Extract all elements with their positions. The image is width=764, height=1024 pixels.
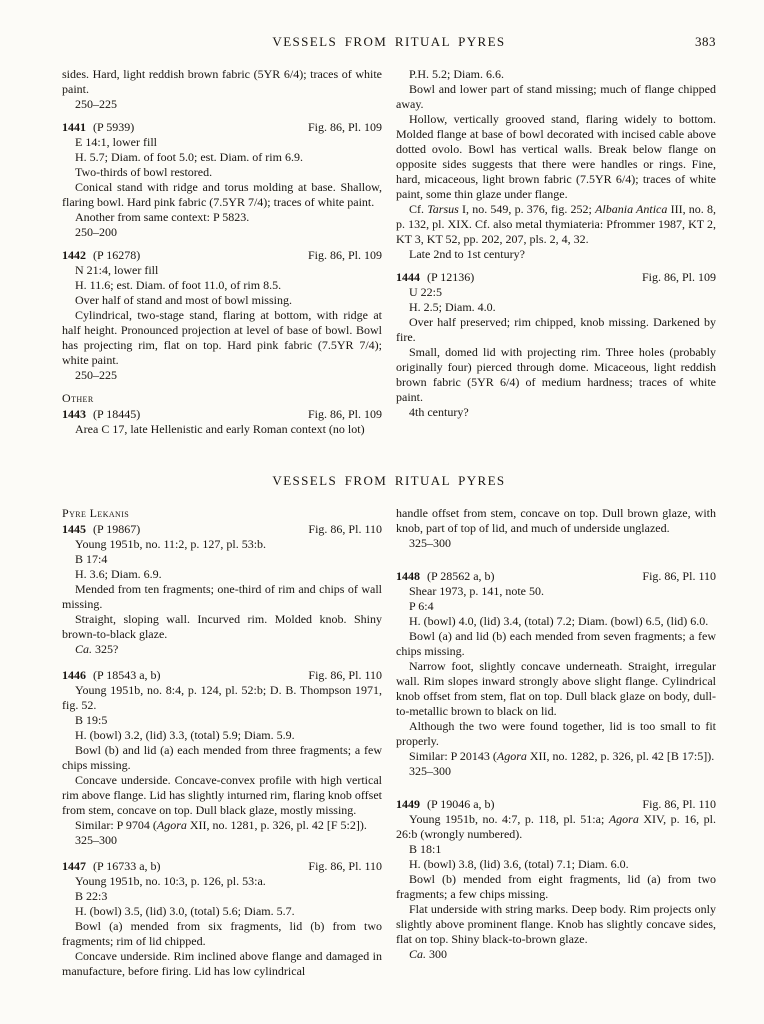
entry-id (62, 522, 140, 537)
paragraph: Cf. Tarsus I, no. 549, p. 376, fig. 252; Albania Antica III, no. 8, p. 132, pl. XIX. Cf. also metal thymiateria: Pfrommer 1987, KT 2, KT 3, KT 52, pp. 202, 207, pls. 2, 4, 32. (396, 202, 716, 246)
top-right-column (396, 67, 716, 437)
paragraph: Mended from ten fragments; one-third of rim and chips of wall missing. (62, 582, 382, 611)
paragraph: Narrow foot, slightly concave underneath. Straight, irregular wall. Rim slopes inward strongly above slight flange. Cylindrical knob offset from stem, flat on top. Dull black glaze on body, dull-to-metallic brown to black on lid. (396, 659, 716, 718)
paragraph: Bowl (b) and lid (a) each mended from three fragments; a few chips missing. (62, 743, 382, 772)
paragraph: Two-thirds of bowl restored. (75, 165, 213, 179)
paragraph: E 14:1, lower fill (75, 135, 157, 149)
paragraph: Concave underside. Concave-convex profile with high vertical rim above flange. Lid has slightly inturned rim, flaring knob offset from stem, concave on top. Dull black glaze, mostly missing. (62, 773, 382, 817)
bottom-section (62, 506, 716, 979)
figure-plate-reference: Fig. 86, Pl. 109 (641, 270, 716, 284)
paragraph: H. 5.7; Diam. of foot 5.0; est. Diam. of rim 6.9. (75, 150, 303, 164)
top-left-column (62, 67, 382, 437)
paragraph: 250–225 (75, 368, 117, 382)
paragraph: H. (bowl) 3.2, (lid) 3.3, (total) 5.9; Diam. 5.9. (75, 728, 295, 742)
paragraph: Concave underside. Rim inclined above flange and damaged in manufacture, before firing. Lid has low cylindrical (62, 949, 382, 978)
paragraph: Straight, sloping wall. Incurved rim. Molded knob. Shiny brown-to-black glaze. (62, 612, 382, 641)
paragraph: Small, domed lid with projecting rim. Three holes (probably originally four) pierced through dome. Micaceous, light reddish brown fabric (5YR 6/4) of medium hardness; traces of white paint. (396, 345, 716, 404)
catalog-number: 1444 (396, 270, 420, 284)
italic-citation: Ca. (75, 642, 93, 656)
paragraph: Hollow, vertically grooved stand, flaring widely to bottom. Molded flange at base of bowl decorated with incised cable above dotted ovolo. Bowl has vertical walls. Break below flange on opposite sides suggests that there were handles or rings. Fine, hard, micaceous, light brown fabric (7.5YR 6/4); traces of white paint, some thin glaze under flange. (396, 112, 716, 201)
figure-plate-reference: Fig. 86, Pl. 110 (642, 797, 716, 811)
paragraph: Similar: P 9704 (Agora XII, no. 1281, p. 326, pl. 42 [F 5:2]). (75, 818, 367, 832)
catalog-entry-heading (62, 859, 382, 874)
paragraph: B 17:4 (75, 552, 108, 566)
paragraph: Bowl (a) mended from six fragments, lid (b) from two fragments; rim of lid chipped. (62, 919, 382, 948)
paragraph: Over half preserved; rim chipped, knob missing. Darkened by fire. (396, 315, 716, 344)
paragraph: H. (bowl) 4.0, (lid) 3.4, (total) 7.2; Diam. (bowl) 6.5, (lid) 6.0. (409, 614, 709, 628)
paragraph: Young 1951b, no. 8:4, p. 124, pl. 52:b; D. B. Thompson 1971, fig. 52. (62, 683, 382, 712)
catalog-entry-heading (62, 522, 382, 537)
entry-id (62, 120, 134, 135)
italic-citation: Ca. (409, 947, 427, 961)
paragraph: H. 11.6; est. Diam. of foot 11.0, of rim 8.5. (75, 278, 282, 292)
figure-plate-reference: Fig. 86, Pl. 110 (642, 569, 716, 583)
paragraph: H. (bowl) 3.5, (lid) 3.0, (total) 5.6; Diam. 5.7. (75, 904, 295, 918)
catalog-entry-heading (396, 270, 716, 285)
paragraph: Young 1951b, no. 10:3, p. 126, pl. 53:a. (75, 874, 266, 888)
catalog-entry-heading (62, 668, 382, 683)
paragraph: N 21:4, lower fill (75, 263, 159, 277)
paragraph: U 22:5 (409, 285, 442, 299)
top-section (62, 67, 716, 437)
page-title: VESSELS FROM RITUAL PYRES (272, 34, 506, 49)
figure-plate-reference: Fig. 86, Pl. 109 (307, 407, 382, 421)
paragraph: Although the two were found together, lid is too small to fit properly. (396, 719, 716, 748)
paragraph: H. (bowl) 3.8, (lid) 3.6, (total) 7.1; Diam. 6.0. (409, 857, 629, 871)
paragraph: Flat underside with string marks. Deep body. Rim projects only slightly above prominent flange. Knob has slightly concave sides, flat on top. Shiny black-to-brown glaze. (396, 902, 716, 946)
inventory-number: (P 28562 a, b) (427, 569, 495, 583)
catalog-number: 1449 (396, 797, 420, 811)
paragraph: Conical stand with ridge and torus molding at base. Shallow, flaring bowl. Hard pink fabric (7.5YR 7/4); traces of white paint. (62, 180, 382, 209)
paragraph: 325–300 (409, 764, 451, 778)
paragraph: handle offset from stem, concave on top. Dull brown glaze, with knob, part of top of lid, and much of underside unglazed. (396, 506, 716, 535)
paragraph: B 22:3 (75, 889, 108, 903)
subsection-heading: Other (62, 391, 94, 405)
italic-citation: Albania Antica (595, 202, 668, 216)
paragraph: 325–300 (409, 536, 451, 550)
catalog-number: 1442 (62, 248, 86, 262)
paragraph: Bowl (a) and lid (b) each mended from seven fragments; a few chips missing. (396, 629, 716, 658)
paragraph: 250–225 (75, 97, 117, 111)
paragraph: B 19:5 (75, 713, 108, 727)
paragraph: B 18:1 (409, 842, 442, 856)
entry-id (62, 668, 161, 683)
inventory-number: (P 12136) (427, 270, 475, 284)
paragraph: 4th century? (409, 405, 469, 419)
figure-plate-reference: Fig. 86, Pl. 110 (308, 522, 382, 536)
italic-citation: Agora (496, 749, 527, 763)
catalog-entry-heading (62, 407, 382, 422)
paragraph: Area C 17, late Hellenistic and early Roman context (no lot) (75, 422, 365, 436)
entry-id (62, 407, 140, 422)
paragraph: sides. Hard, light reddish brown fabric (5YR 6/4); traces of white paint. (62, 67, 382, 96)
bottom-right-column (396, 506, 716, 979)
entry-id (396, 569, 495, 584)
italic-citation: Agora (156, 818, 187, 832)
paragraph: P.H. 5.2; Diam. 6.6. (409, 67, 505, 81)
subsection-heading: Pyre Lekanis (62, 506, 130, 520)
inventory-number: (P 18543 a, b) (93, 668, 161, 682)
inventory-number: (P 19046 a, b) (427, 797, 495, 811)
paragraph: P 6:4 (409, 599, 434, 613)
paragraph: 325–300 (75, 833, 117, 847)
inventory-number: (P 16278) (93, 248, 141, 262)
inventory-number: (P 19867) (93, 522, 141, 536)
catalog-number: 1443 (62, 407, 86, 421)
paragraph: Ca. 300 (409, 947, 448, 961)
figure-plate-reference: Fig. 86, Pl. 110 (308, 668, 382, 682)
figure-plate-reference: Fig. 86, Pl. 109 (307, 248, 382, 262)
entry-id (62, 248, 140, 263)
paragraph: Similar: P 20143 (Agora XII, no. 1282, p. 326, pl. 42 [B 17:5]). (409, 749, 715, 763)
catalog-number: 1448 (396, 569, 420, 583)
paragraph: H. 3.6; Diam. 6.9. (75, 567, 162, 581)
inventory-number: (P 5939) (93, 120, 135, 134)
page-number: 383 (695, 34, 716, 49)
section-title: VESSELS FROM RITUAL PYRES (272, 473, 506, 488)
paragraph: Another from same context: P 5823. (75, 210, 250, 224)
catalog-entry-heading (62, 120, 382, 135)
paragraph: Shear 1973, p. 141, note 50. (409, 584, 544, 598)
catalog-number: 1447 (62, 859, 86, 873)
entry-id (62, 859, 161, 874)
inventory-number: (P 16733 a, b) (93, 859, 161, 873)
paragraph: 250–200 (75, 225, 117, 239)
paragraph: Young 1951b, no. 11:2, p. 127, pl. 53:b. (75, 537, 267, 551)
figure-plate-reference: Fig. 86, Pl. 110 (308, 859, 382, 873)
inventory-number: (P 18445) (93, 407, 141, 421)
paragraph: Bowl (b) mended from eight fragments, lid (a) from two fragments; a few chips missing. (396, 872, 716, 901)
paragraph: Cylindrical, two-stage stand, flaring at bottom, with ridge at half height. Pronounced projection at level of base of bowl. Bowl has projecting rim, flat on top. Hard pink fabric (7.5YR 7/4); white paint. (62, 308, 382, 367)
italic-citation: Tarsus (427, 202, 459, 216)
paragraph: H. 2.5; Diam. 4.0. (409, 300, 496, 314)
catalog-entry-heading (396, 569, 716, 584)
paragraph: Ca. 325? (75, 642, 119, 656)
catalog-number: 1446 (62, 668, 86, 682)
paragraph: Young 1951b, no. 4:7, p. 118, pl. 51:a; Agora XIV, p. 16, pl. 26:b (wrongly numbered). (396, 812, 716, 841)
entry-id (396, 270, 474, 285)
catalog-number: 1445 (62, 522, 86, 536)
italic-citation: Agora (608, 812, 639, 826)
paragraph: Bowl and lower part of stand missing; much of flange chipped away. (396, 82, 716, 111)
entry-id (396, 797, 495, 812)
paragraph: Over half of stand and most of bowl missing. (75, 293, 292, 307)
paragraph: Late 2nd to 1st century? (409, 247, 525, 261)
running-head (62, 34, 716, 49)
catalog-entry-heading (62, 248, 382, 263)
catalog-number: 1441 (62, 120, 86, 134)
figure-plate-reference: Fig. 86, Pl. 109 (307, 120, 382, 134)
catalog-entry-heading (396, 797, 716, 812)
bottom-left-column (62, 506, 382, 979)
